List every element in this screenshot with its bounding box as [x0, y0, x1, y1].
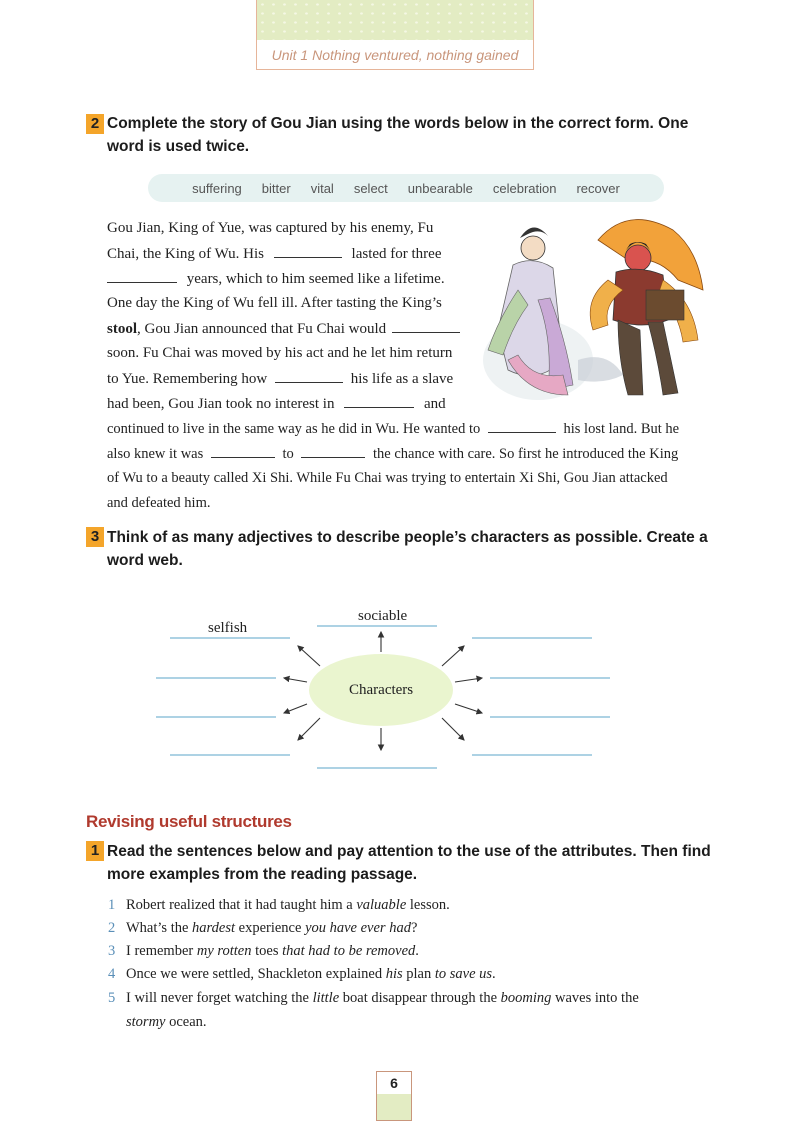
word-bank-item: unbearable: [407, 180, 473, 196]
word-bank-item: vital: [310, 180, 334, 196]
unit-title: Unit 1 Nothing ventured, nothing gained: [271, 47, 519, 63]
revising-instruction: [107, 840, 717, 886]
story-line: had been, Gou Jian took no interest in and: [107, 396, 446, 412]
word-bank-item: bitter: [261, 180, 291, 196]
gou-jian-illustration: [478, 210, 710, 410]
answer-blank[interactable]: [274, 245, 342, 258]
q2-instruction-line2: word is used twice.: [107, 138, 250, 155]
story-line: Gou Jian, King of Yue, was captured by his enemy, Fu: [107, 220, 434, 236]
q3-instruction: [107, 526, 717, 572]
question-number-2: 2: [86, 114, 104, 134]
word-web-center-label: Characters: [349, 682, 414, 698]
example-sentence-continuation: stormy ocean.: [126, 1014, 207, 1030]
story-line: continued to live in the same way as he did in Wu. He wanted to his lost land. But he: [107, 421, 680, 437]
revising-instruction-line2: more examples from the reading passage.: [107, 866, 418, 883]
word-bank-item: suffering: [192, 180, 242, 196]
revising-instruction-line1: Read the sentences below and pay attention to the use of the attributes. Then find: [107, 843, 711, 860]
word-bank-item: select: [353, 180, 388, 196]
example-sentence: 1 Robert realized that it had taught him a valuable lesson.: [108, 897, 450, 913]
word-bank-item: recover: [576, 180, 620, 196]
story-line: soon. Fu Chai was moved by his act and he let him return: [107, 345, 453, 361]
story-line: to Yue. Remembering how his life as a slave: [107, 371, 454, 387]
example-sentence: 5 I will never forget watching the little boat disappear through the booming waves into the: [108, 990, 639, 1006]
story-line: years, which to him seemed like a lifetime.: [107, 270, 445, 288]
story-line: stool, Gou Jian announced that Fu Chai would: [107, 320, 460, 338]
section-title: Revising useful structures: [86, 812, 292, 831]
page-number-box: [376, 1071, 412, 1121]
story-line: and defeated him.: [107, 495, 211, 511]
story-line: also knew it was to the chance with care. So first he introduced the King: [107, 446, 679, 462]
unit-header: [256, 0, 534, 70]
q3-instruction-line2: word web.: [107, 552, 183, 569]
q2-instruction-line1: Complete the story of Gou Jian using the words below in the correct form. One: [107, 115, 689, 132]
word-web-example-selfish: selfish: [208, 620, 248, 636]
answer-blank[interactable]: [107, 270, 177, 283]
word-bank: [148, 174, 664, 202]
story-line: of Wu to a beauty called Xi Shi. While Fu Chai was trying to entertain Xi Shi, Gou Jian attacked: [107, 470, 668, 486]
story-line: Chai, the King of Wu. His lasted for three: [107, 246, 442, 262]
answer-blank[interactable]: [275, 370, 343, 383]
answer-blank[interactable]: [344, 395, 414, 408]
story-line: One day the King of Wu fell ill. After tasting the King’s: [107, 295, 442, 311]
example-sentence: 2 What’s the hardest experience you have ever had?: [108, 920, 418, 936]
question-number-3: 3: [86, 527, 104, 547]
header-pattern: [257, 0, 533, 40]
answer-blank[interactable]: [488, 420, 556, 433]
answer-blank[interactable]: [301, 445, 365, 458]
question-number-1: 1: [86, 841, 104, 861]
example-sentence: 3 I remember my rotten toes that had to be removed.: [108, 943, 419, 959]
example-sentence: 4 Once we were settled, Shackleton explained his plan to save us.: [108, 966, 496, 982]
answer-blank[interactable]: [211, 445, 275, 458]
page-number: 6: [377, 1072, 411, 1094]
q2-instruction: [107, 112, 717, 158]
word-web-example-sociable: sociable: [358, 608, 408, 624]
answer-blank[interactable]: [392, 320, 460, 333]
q3-instruction-line1: Think of as many adjectives to describe people’s characters as possible. Create a: [107, 529, 708, 546]
word-bank-item: celebration: [492, 180, 557, 196]
